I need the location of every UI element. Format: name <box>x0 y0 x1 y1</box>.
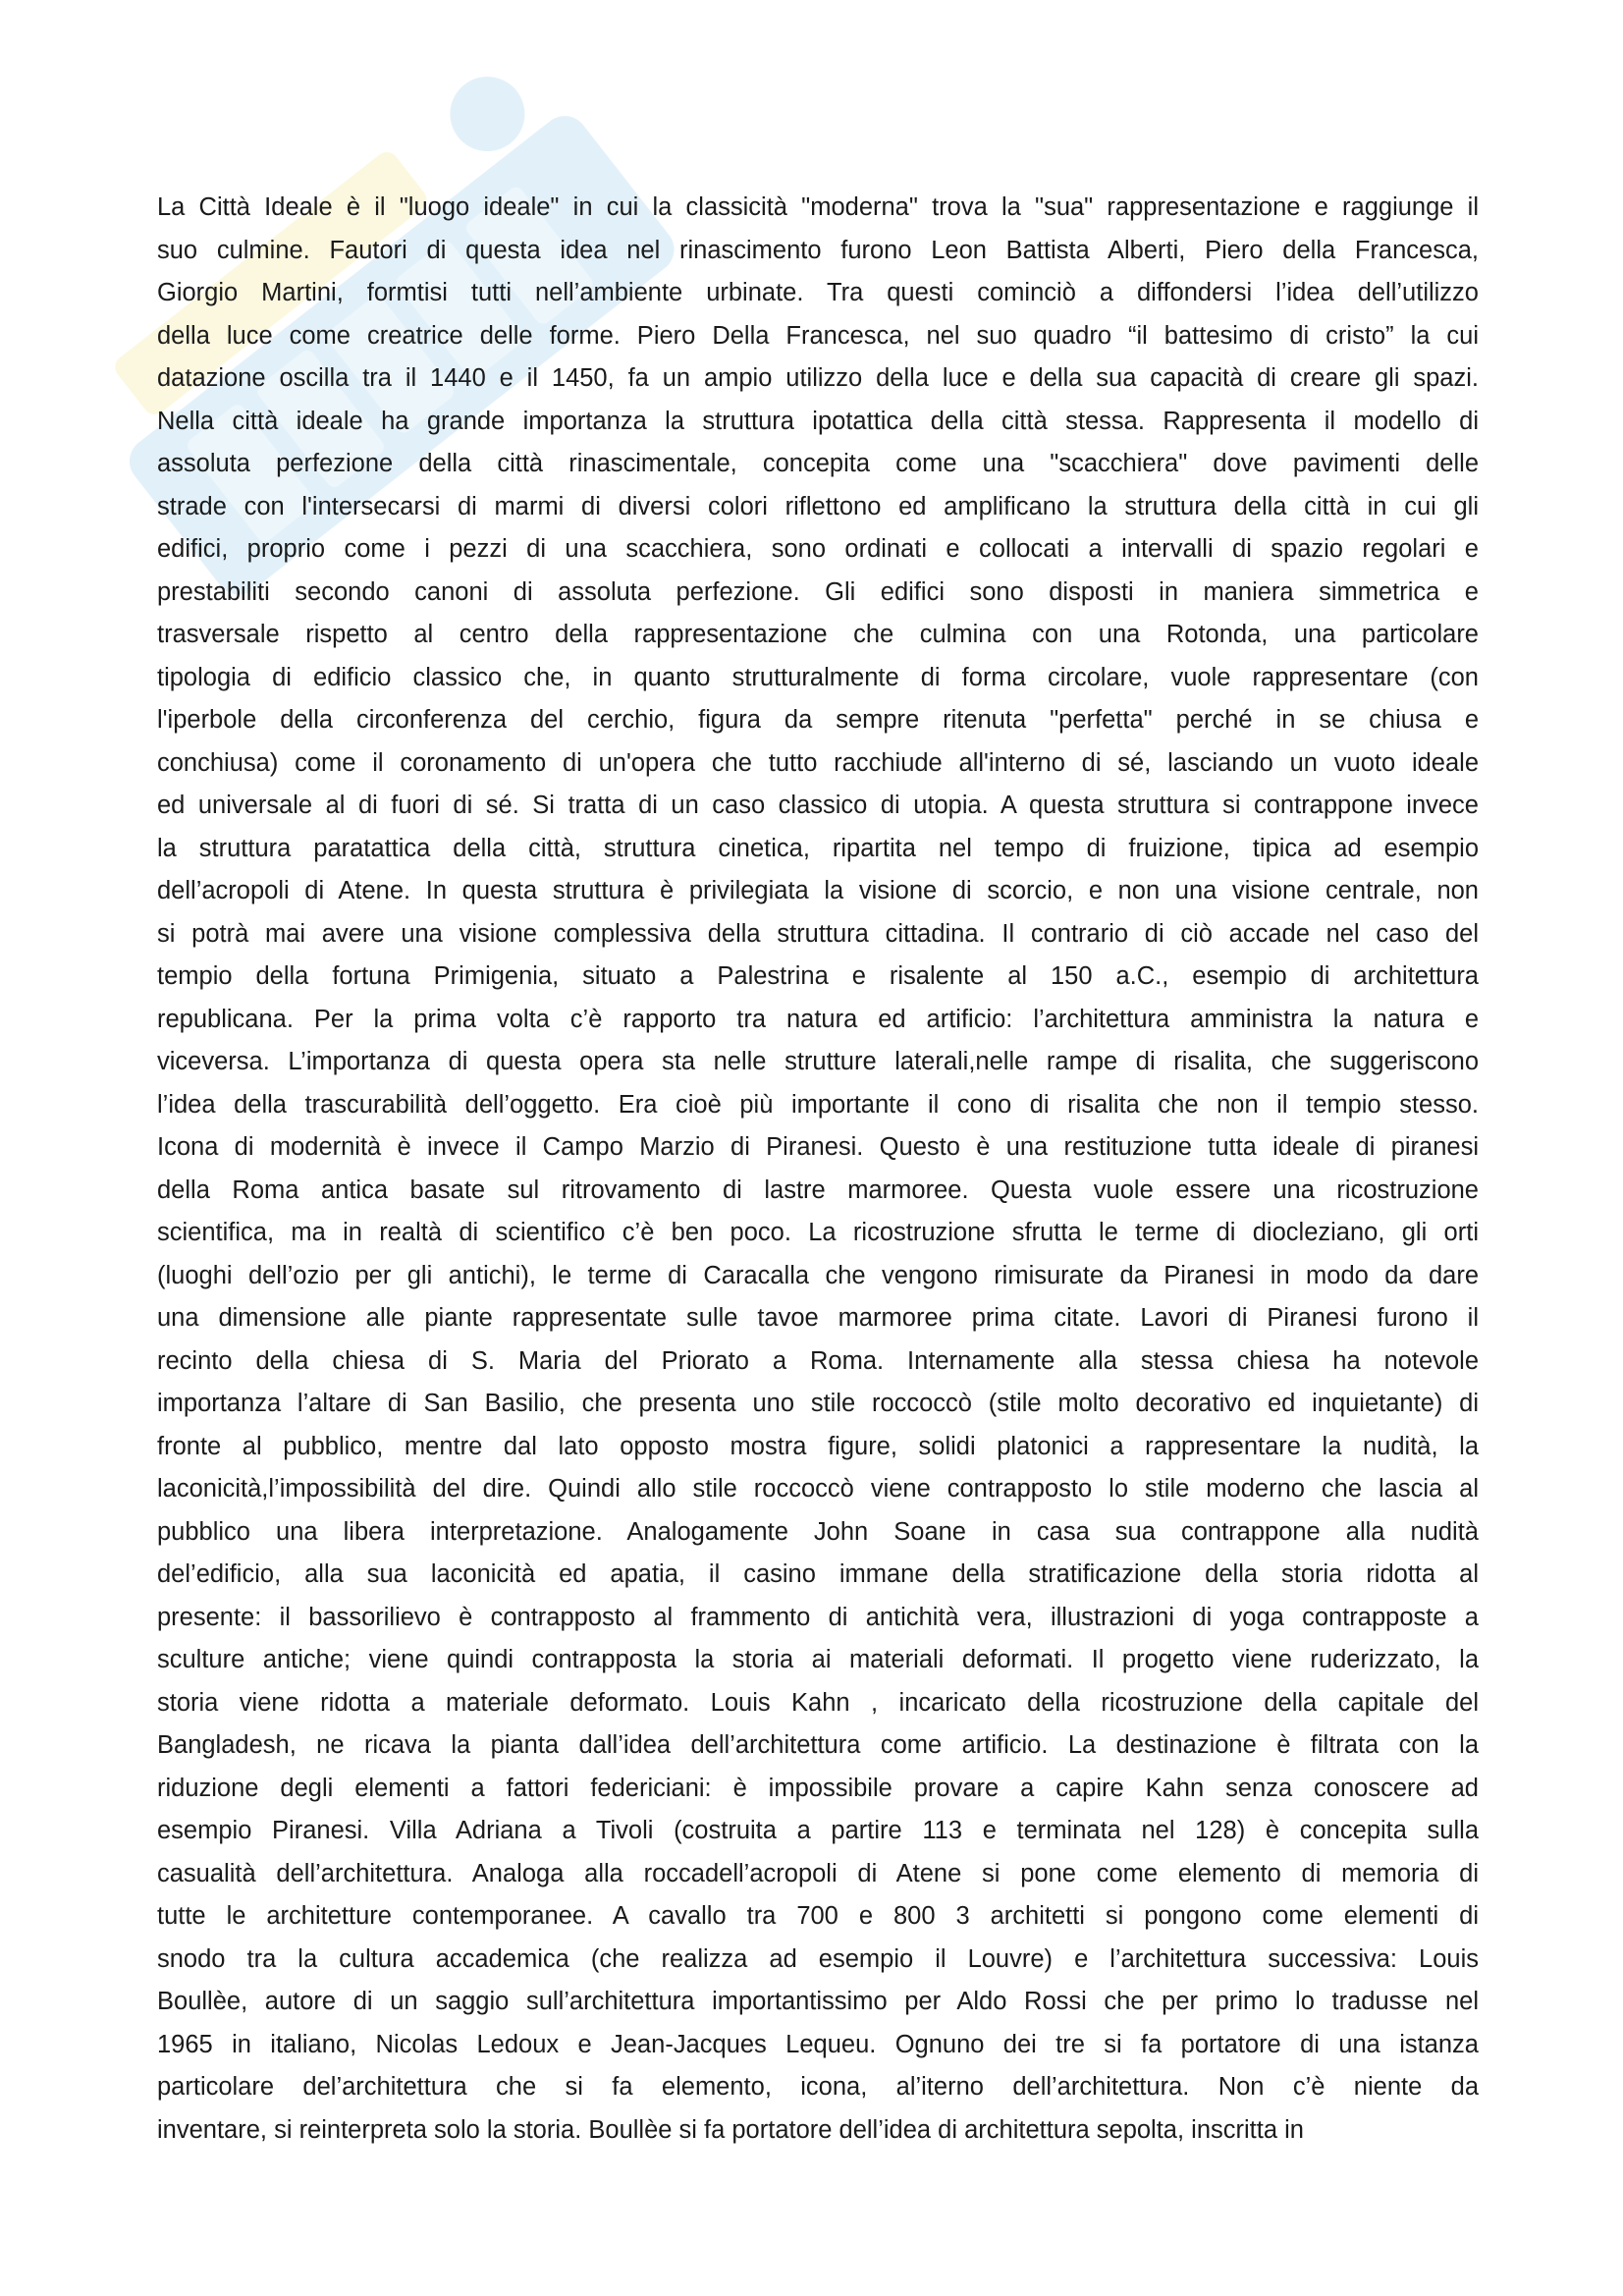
text-line: snodo tra la cultura accademica (che realizza ad esempio il Louvre) e l’architettura successiva: Louis <box>157 1944 1479 1973</box>
text-line: tipologia di edificio classico che, in quanto strutturalmente di forma circolare, vuole rappresentare (con <box>157 663 1479 691</box>
text-line: esempio Piranesi. Villa Adriana a Tivoli (costruita a partire 113 e terminata nel 128) è concepita sulla <box>157 1817 1479 1844</box>
text-line: pubblico una libera interpretazione. Analogamente John Soane in casa sua contrappone alla nudità <box>157 1517 1479 1546</box>
text-line: riduzione degli elementi a fattori federiciani: è impossibile provare a capire Kahn senza conoscere ad <box>157 1774 1479 1802</box>
text-line: Nella città ideale ha grande importanza la struttura ipotattica della città stessa. Rappresenta il modello di <box>157 407 1479 435</box>
text-line: importanza l’altare di San Basilio, che presenta uno stile roccoccò (stile molto decorativo ed inquietante) di <box>157 1390 1479 1417</box>
body-text <box>157 187 1479 2152</box>
text-line: si potrà mai avere una visione complessiva della struttura cittadina. Il contrario di ciò accade nel caso del <box>157 919 1479 948</box>
text-line: Boullèe, autore di un saggio sull’architettura importantissimo per Aldo Rossi che per primo lo tradusse nel <box>157 1988 1479 2015</box>
text-line: Giorgio Martini, formtisi tutti nell’ambiente urbinate. Tra questi cominciò a diffondersi l’idea dell’utilizzo <box>157 279 1479 306</box>
text-line: inventare, si reinterpreta solo la storia. Boullèe si fa portatore dell’idea di architettura sepolta, inscritta in <box>157 2115 1304 2144</box>
text-line: prestabiliti secondo canoni di assoluta perfezione. Gli edifici sono disposti in maniera simmetrica e <box>157 577 1479 606</box>
text-line: 1965 in italiano, Nicolas Ledoux e Jean-Jacques Lequeu. Ognuno dei tre si fa portatore di una istanza <box>157 2030 1479 2058</box>
text-line: assoluta perfezione della città rinascimentale, concepita come una "scacchiera" dove pavimenti delle <box>157 450 1479 477</box>
text-line: sculture antiche; viene quindi contrapposta la storia ai materiali deformati. Il progetto viene ruderizzato, la <box>157 1646 1479 1673</box>
text-line: tutte le architetture contemporanee. A cavallo tra 700 e 800 3 architetti si pongono come elementi di <box>157 1902 1479 1930</box>
text-line: republicana. Per la prima volta c’è rapporto tra natura ed artificio: l’architettura amministra la natura e <box>157 1005 1479 1033</box>
text-line: conchiusa) come il coronamento di un'opera che tutto racchiude all'interno di sé, lasciando un vuoto ideale <box>157 748 1479 777</box>
text-line: del’edificio, alla sua laconicità ed apatia, il casino immane della stratificazione della storia ridotta al <box>157 1560 1479 1588</box>
text-line: Icona di modernità è invece il Campo Marzio di Piranesi. Questo è una restituzione tutta ideale di piranesi <box>157 1133 1479 1161</box>
text-line: storia viene ridotta a materiale deformato. Louis Kahn , incaricato della ricostruzione della capitale del <box>157 1688 1479 1717</box>
text-line: edifici, proprio come i pezzi di una scacchiera, sono ordinati e collocati a intervalli di spazio regolari e <box>157 535 1479 563</box>
text-line: scientifica, ma in realtà di scientifico c’è ben poco. La ricostruzione sfrutta le terme di diocleziano, gli orti <box>157 1219 1479 1246</box>
text-line: della Roma antica basate sul ritrovamento di lastre marmoree. Questa vuole essere una ricostruzione <box>157 1175 1479 1204</box>
text-line: suo culmine. Fautori di questa idea nel rinascimento furono Leon Battista Alberti, Piero della Francesca, <box>157 236 1479 264</box>
text-line: viceversa. L’importanza di questa opera sta nelle strutture laterali,nelle rampe di risalita, che suggeriscono <box>157 1048 1479 1075</box>
text-line: tempio della fortuna Primigenia, situato a Palestrina e risalente al 150 a.C., esempio di architettura <box>157 962 1479 990</box>
text-line: La Città Ideale è il "luogo ideale" in cui la classicità "moderna" trova la "sua" rappresentazione e raggiunge il <box>157 193 1479 221</box>
text-line: una dimensione alle piante rappresentate sulle tavoe marmoree prima citate. Lavori di Piranesi furono il <box>157 1304 1479 1332</box>
text-line: recinto della chiesa di S. Maria del Priorato a Roma. Internamente alla stessa chiesa ha notevole <box>157 1346 1479 1375</box>
text-line: laconicità,l’impossibilità del dire. Quindi allo stile roccoccò viene contrapposto lo stile moderno che lascia al <box>157 1475 1479 1503</box>
text-line: dell’acropoli di Atene. In questa struttura è privilegiata la visione di scorcio, e non una visione centrale, non <box>157 877 1479 904</box>
text-line: Bangladesh, ne ricava la pianta dall’idea dell’architettura come artificio. La destinazione è filtrata con la <box>157 1731 1479 1759</box>
text-line: casualità dell’architettura. Analoga alla roccadell’acropoli di Atene si pone come elemento di memoria di <box>157 1859 1479 1887</box>
text-line: ed universale al di fuori di sé. Si tratta di un caso classico di utopia. A questa struttura si contrappone invece <box>157 792 1479 819</box>
text-line: della luce come creatrice delle forme. Piero Della Francesca, nel suo quadro “il battesimo di cristo” la cui <box>157 321 1479 350</box>
text-line: particolare del’architettura che si fa elemento, icona, al’iterno dell’architettura. Non c’è niente da <box>157 2073 1479 2101</box>
text-line: presente: il bassorilievo è contrapposto al frammento di antichità vera, illustrazioni di yoga contrapposte a <box>157 1603 1479 1631</box>
text-line: trasversale rispetto al centro della rappresentazione che culmina con una Rotonda, una particolare <box>157 621 1479 648</box>
text-line: l'iperbole della circonferenza del cerchio, figura da sempre ritenuta "perfetta" perché in se chiusa e <box>157 706 1479 734</box>
text-line: strade con l'intersecarsi di marmi di diversi colori riflettono ed amplificano la struttura della città in cui gli <box>157 492 1479 520</box>
text-line: (luoghi dell’ozio per gli antichi), le terme di Caracalla che vengono rimisurate da Piranesi in modo da dare <box>157 1261 1479 1289</box>
text-line: l’idea della trascurabilità dell’oggetto. Era cioè più importante il cono di risalita che non il tempio stesso. <box>157 1090 1479 1119</box>
text-line: datazione oscilla tra il 1440 e il 1450, fa un ampio utilizzo della luce e della sua capacità di creare gli spazi. <box>157 364 1479 392</box>
text-line: fronte al pubblico, mentre dal lato opposto mostra figure, solidi platonici a rappresentare la nudità, la <box>157 1432 1479 1460</box>
text-line: la struttura paratattica della città, struttura cinetica, ripartita nel tempo di fruizione, tipica ad esempio <box>157 834 1479 862</box>
